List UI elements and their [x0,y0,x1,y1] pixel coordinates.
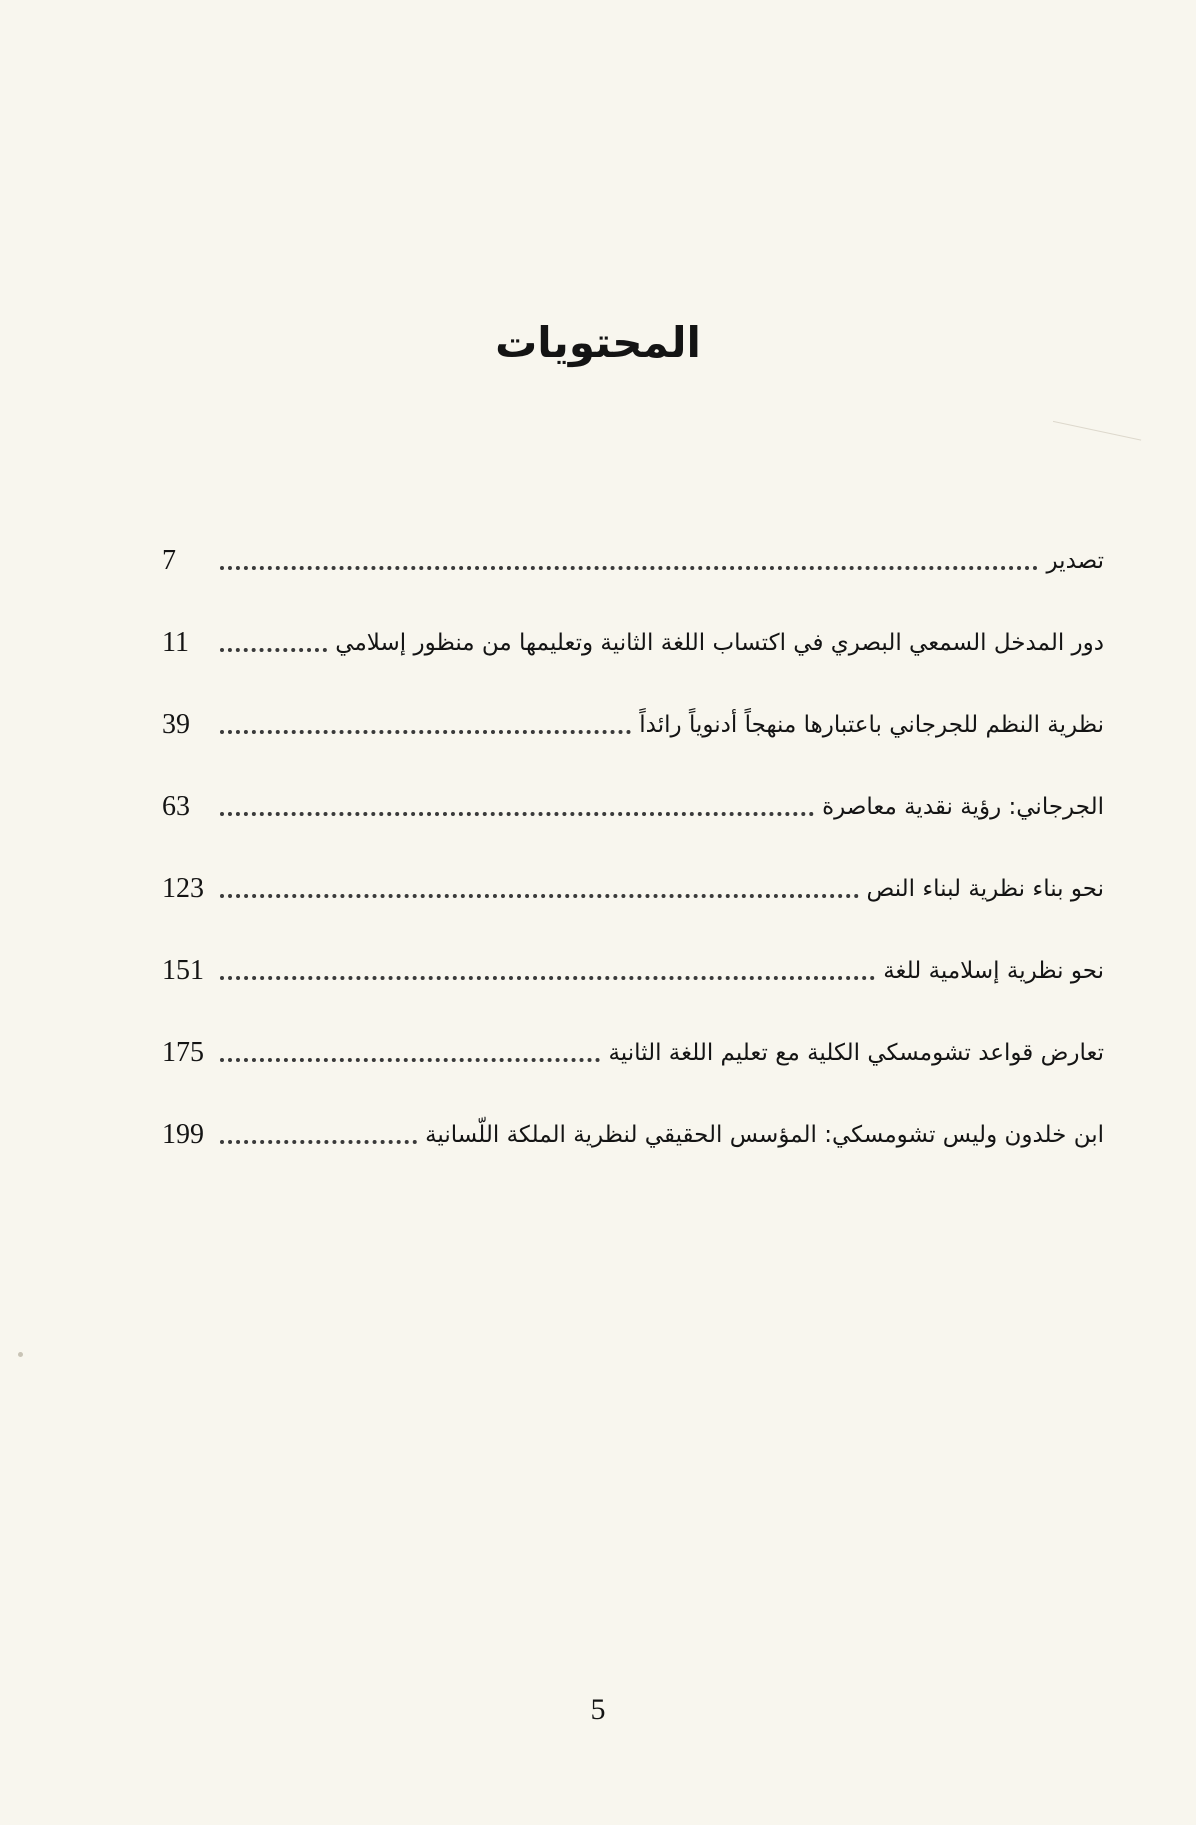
toc-entry-title: تعارض قواعد تشومسكي الكلية مع تعليم اللغة الثانية [608,1040,1104,1066]
toc-page-number: 63 [162,791,190,822]
toc-page-number: 11 [162,627,189,658]
page-folio-number: 5 [590,1693,606,1726]
toc-entry [162,1012,1104,1094]
dot-leader [220,1140,417,1144]
dot-leader [220,1058,600,1062]
dot-leader [220,730,631,734]
toc-entry-title: نحو بناء نظرية لبناء النص [866,876,1104,902]
toc-entry [162,766,1104,848]
toc-entry-title: نحو نظرية إسلامية للغة [883,958,1104,984]
dot-leader [220,648,327,652]
dot-leader [220,812,814,816]
table-of-contents [162,520,1104,1176]
toc-entry-title: دور المدخل السمعي البصري في اكتساب اللغة الثانية وتعليمها من منظور إسلامي [335,630,1104,656]
toc-entry [162,848,1104,930]
toc-entry [162,602,1104,684]
toc-page-number: 175 [162,1037,204,1068]
page-title: المحتويات [495,318,701,367]
paper-mark [1049,421,1141,460]
dot-leader [220,566,1038,570]
toc-entry [162,1094,1104,1176]
toc-page-number: 123 [162,873,204,904]
toc-entry [162,520,1104,602]
toc-entry-title: ابن خلدون وليس تشومسكي: المؤسس الحقيقي لنظرية الملكة اللّسانية [425,1122,1104,1148]
toc-entry-title: تصدير [1046,548,1104,574]
toc-page-number: 39 [162,709,190,740]
dot-leader [220,894,859,898]
dot-leader [220,976,875,980]
toc-page-number: 199 [162,1119,204,1150]
toc-entry [162,930,1104,1012]
toc-page-number: 151 [162,955,204,986]
toc-page-number: 7 [162,545,176,576]
paper-speck [18,1352,23,1357]
toc-entry-title: نظرية النظم للجرجاني باعتبارها منهجاً أدنوياً رائداً [639,712,1104,738]
toc-entry [162,684,1104,766]
toc-entry-title: الجرجاني: رؤية نقدية معاصرة [822,794,1104,820]
